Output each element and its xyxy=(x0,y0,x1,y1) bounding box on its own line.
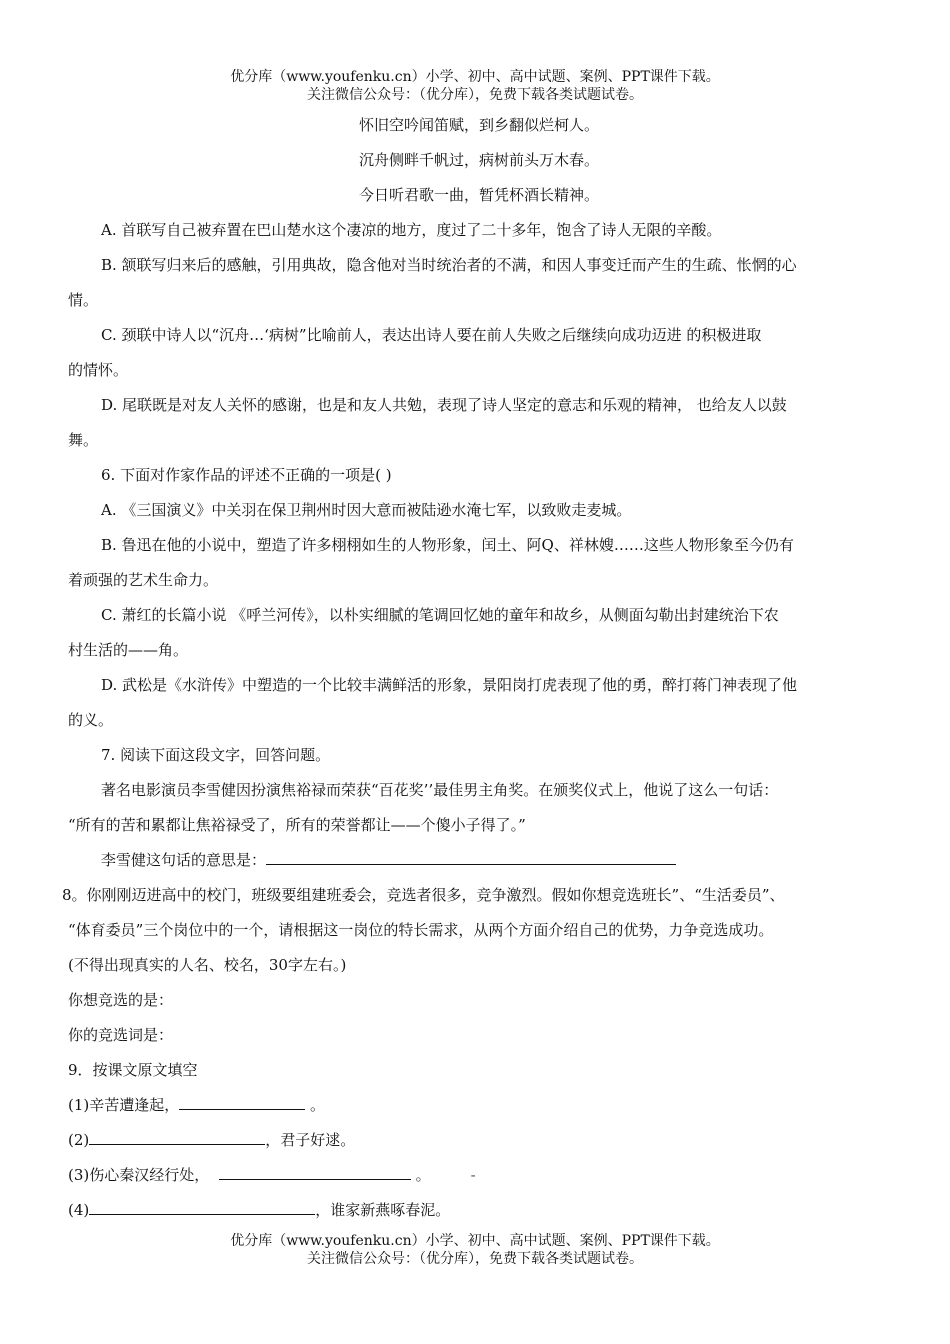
q7-passage-cont: “所有的苦和累都让焦裕禄受了，所有的荣誉都让——个傻小子得了。” xyxy=(68,816,526,834)
q5-option-b-cont: 情。 xyxy=(68,291,99,309)
q7-answer-blank[interactable] xyxy=(266,846,676,865)
q9-item-2-suffix: ，君子好逑。 xyxy=(265,1131,356,1149)
page-footer xyxy=(0,1232,950,1268)
q9-stem: 9．按课文原文填空 xyxy=(68,1061,198,1079)
header-line-1: 优分库（www.youfenku.cn）小学、初中、高中试题、案例、PPT课件下载。 xyxy=(230,69,720,85)
q5-option-c: C. 颈联中诗人以“沉舟…‘病树”比喻前人，表达出诗人要在前人失败之后继续向成功迈进 的积极进取 xyxy=(101,326,762,344)
q6-option-c-cont: 村生活的——角。 xyxy=(68,641,189,659)
q7-answer-row xyxy=(68,843,890,878)
q8-speech-label: 你的竞选词是： xyxy=(68,1026,174,1044)
q9-item-3-prefix: (3)伤心秦汉经行处， xyxy=(68,1166,210,1184)
q8-stem: 8。你刚刚迈进高中的校门，班级要组建班委会，竞选者很多，竞争激烈。假如你想竞选班长”、“生活委员”、 xyxy=(62,886,785,904)
q9-item-4 xyxy=(68,1193,890,1228)
q5-option-a: A. 首联写自己被弃置在巴山楚水这个凄凉的地方，度过了二十多年，饱含了诗人无限的辛酸。 xyxy=(101,221,722,239)
q9-item-2 xyxy=(68,1123,890,1158)
q9-item-3-blank[interactable] xyxy=(219,1161,411,1180)
q9-item-2-prefix: (2) xyxy=(68,1131,90,1149)
document-body xyxy=(62,108,890,1228)
footer-line-1: 优分库（www.youfenku.cn）小学、初中、高中试题、案例、PPT课件下载。 xyxy=(230,1233,720,1249)
q9-item-1-prefix: (1)辛苦遭逢起， xyxy=(68,1096,180,1114)
q5-option-d: D. 尾联既是对友人关怀的感谢，也是和友人共勉，表现了诗人坚定的意志和乐观的精神， 也给友人以鼓 xyxy=(101,396,787,414)
q9-item-1-blank[interactable] xyxy=(179,1091,305,1110)
q8-stem-cont: “体育委员”三个岗位中的一个，请根据这一岗位的特长需求，从两个方面介绍自己的优势，力争竞选成功。 xyxy=(68,921,774,939)
q7-passage: 著名电影演员李雪健因扮演焦裕禄而荣获“百花奖’’最佳男主角奖。在颁奖仪式上，他说了这么一句话： xyxy=(101,781,779,799)
q9-item-3-mark: - xyxy=(470,1166,476,1184)
q9-item-3 xyxy=(68,1158,890,1193)
q5-option-b: B. 颔联写归来后的感触，引用典故，隐含他对当时统治者的不满，和因人事变迁而产生的生疏、怅惘的心 xyxy=(101,256,797,274)
q8-choice-label: 你想竞选的是： xyxy=(68,991,174,1009)
q9-item-2-blank[interactable] xyxy=(89,1126,265,1145)
q6-option-b: B. 鲁迅在他的小说中，塑造了许多栩栩如生的人物形象，闰土、阿Q、祥林嫂……这些人物形象至今仍有 xyxy=(101,536,794,554)
footer-line-2: 关注微信公众号：（优分库），免费下载各类试题试卷。 xyxy=(307,1251,643,1267)
q9-item-1 xyxy=(68,1088,890,1123)
q5-option-c-cont: 的情怀。 xyxy=(68,361,129,379)
q9-item-3-suffix: 。 xyxy=(410,1166,431,1184)
poem-line: 今日听君歌一曲，暂凭杯酒长精神。 xyxy=(358,186,599,204)
q6-option-c: C. 萧红的长篇小说 《呼兰河传》，以朴实细腻的笔调回忆她的童年和故乡，从侧面勾勒出封建统治下农 xyxy=(101,606,779,624)
q5-option-d-cont: 舞。 xyxy=(68,431,99,449)
q6-option-d-cont: 的义。 xyxy=(68,711,114,729)
q9-item-4-prefix: (4) xyxy=(68,1201,90,1219)
q9-item-4-blank[interactable] xyxy=(89,1196,315,1215)
q9-item-1-suffix: 。 xyxy=(305,1096,326,1114)
q6-option-b-cont: 着顽强的艺术生命力。 xyxy=(68,571,219,589)
poem-line: 怀旧空吟闻笛赋，到乡翻似烂柯人。 xyxy=(358,116,599,134)
q7-stem: 7. 阅读下面这段文字，回答问题。 xyxy=(101,746,331,764)
header-line-2: 关注微信公众号：（优分库），免费下载各类试题试卷。 xyxy=(307,87,643,103)
poem-line: 沉舟侧畔千帆过，病树前头万木春。 xyxy=(358,151,599,169)
q6-stem: 6. 下面对作家作品的评述不正确的一项是( ) xyxy=(101,466,392,484)
q8-note: (不得出现真实的人名、校名，30字左右。) xyxy=(68,956,347,974)
q6-option-a: A. 《三国演义》中关羽在保卫荆州时因大意而被陆逊水淹七军，以致败走麦城。 xyxy=(101,501,632,519)
page-header xyxy=(0,68,950,104)
q6-option-d: D. 武松是《水浒传》中塑造的一个比较丰满鲜活的形象，景阳岗打虎表现了他的勇，醉打蒋门神表现了他 xyxy=(101,676,798,694)
q9-item-4-suffix: ，谁家新燕啄春泥。 xyxy=(315,1201,451,1219)
q7-answer-label: 李雪健这句话的意思是： xyxy=(101,851,267,869)
